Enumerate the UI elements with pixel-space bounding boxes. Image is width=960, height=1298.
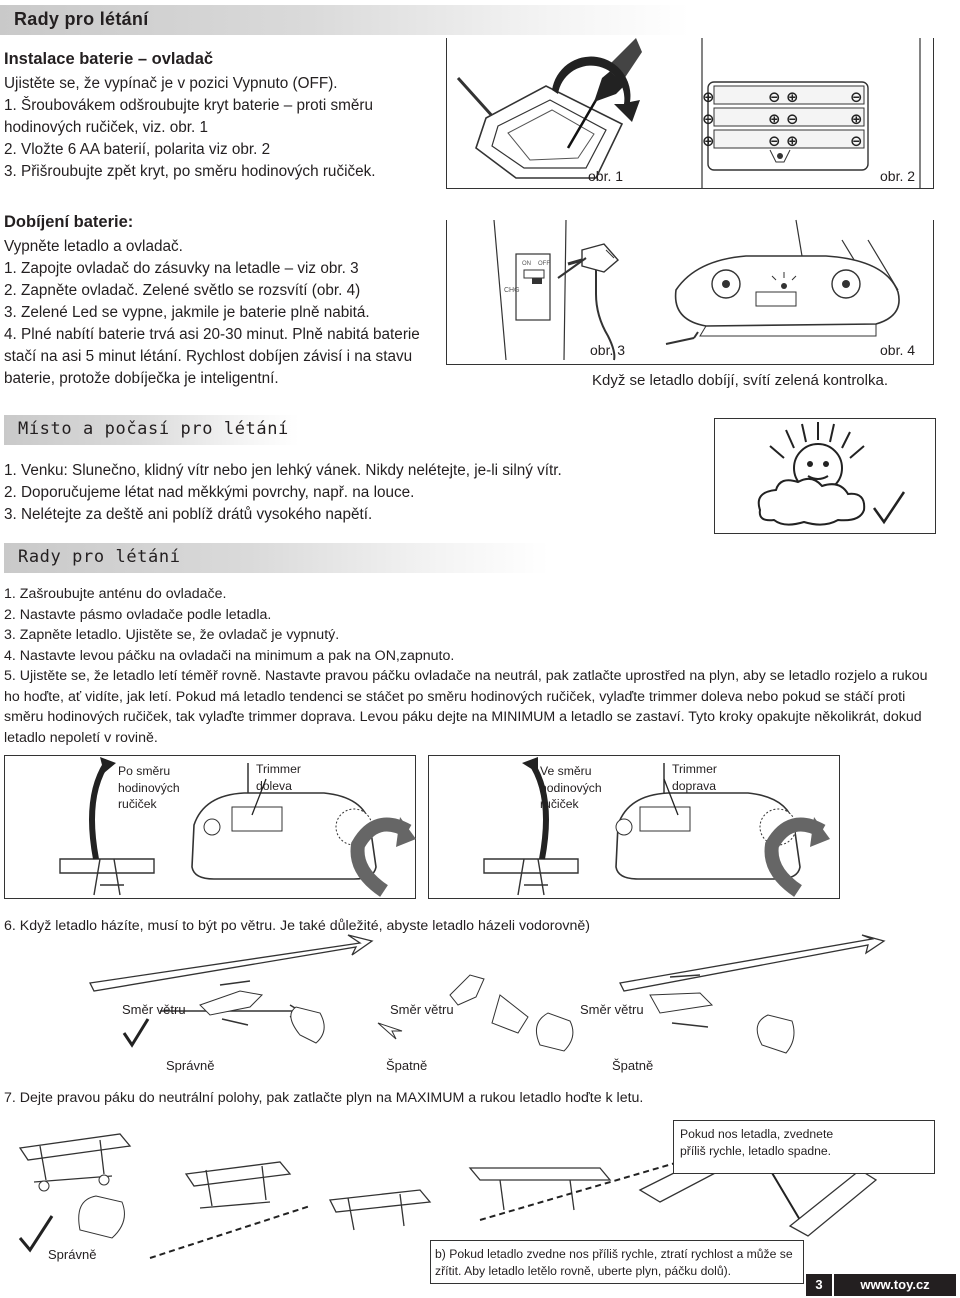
figure-2-label: obr. 2 [880, 168, 916, 184]
figure-2-illustration [690, 38, 932, 188]
trim-right-illustration [428, 755, 840, 899]
note-a-line: příliš rychle, letadlo spadne. [680, 1143, 832, 1158]
section-title: Rady pro létání [14, 9, 149, 29]
site-url[interactable]: www.toy.cz [860, 1277, 930, 1292]
tips-line: letadlo nepoletí v rovině. [4, 729, 158, 746]
tips-line: 2. Nastavte pásmo ovladače podle letadla. [4, 606, 272, 623]
charging-line: 4. Plné nabítí baterie trvá asi 20-30 minut. Plně nabitá baterie [4, 326, 420, 343]
trim-line: Trimmer [672, 762, 717, 776]
battery-title: Instalace baterie – ovladač [4, 50, 214, 68]
svg-text:⊕: ⊕ [702, 132, 715, 150]
note-b-line: b) Pokud letadlo zvedne nos příliš rychle, ztratí rychlost a může se [435, 1247, 793, 1261]
charging-line: 3. Zelené Led se vypne, jakmile je baterie plně nabitá. [4, 304, 370, 321]
charging-line: 1. Zapojte ovladač do zásuvky na letadle – viz obr. 3 [4, 260, 359, 277]
svg-text:⊖: ⊖ [786, 110, 799, 128]
throw-wrong-label-1: Špatně [386, 1058, 428, 1073]
section-title: Rady pro létání [18, 547, 181, 567]
sun-cloud-illustration [714, 418, 936, 534]
figure-1-illustration [446, 38, 686, 188]
trim-left-turn-label [118, 763, 180, 813]
svg-text:⊖: ⊖ [768, 132, 781, 150]
page-number: 3 [815, 1277, 823, 1292]
note-b-text [435, 1246, 793, 1279]
battery-line: hodinových ručiček, viz. obr. 1 [4, 119, 209, 136]
turn-line: ručiček [118, 797, 157, 811]
figure-3-label: obr. 3 [590, 342, 626, 358]
svg-text:⊖: ⊖ [850, 88, 863, 106]
tips-line: směru hodinových ručiček, tak vylaďte trimmer doprava. Levou páku dejte na MINIMUM a letadlo se zastaví. Tyto kroky opakujte několikrát, dokud [4, 709, 922, 725]
svg-text:⊖: ⊖ [702, 110, 715, 128]
weather-line: 3. Nelétejte za deště ani poblíž drátů vysokého napětí. [4, 506, 373, 523]
trim-right-trimmer-label [672, 761, 717, 794]
trim-line: doleva [256, 778, 292, 793]
battery-line: Ujistěte se, že vypínač je v pozici Vypnuto (OFF). [4, 75, 338, 92]
tips-line: 3. Zapněte letadlo. Ujistěte se, že ovladač je vypnutý. [4, 627, 340, 643]
step-7-text: 7. Dejte pravou páku do neutrální polohy, pak zatlačte plyn na MAXIMUM a rukou letadlo hoďte k letu. [4, 1090, 644, 1106]
wind-label-3: Směr větru [580, 1002, 644, 1017]
turn-line: Ve směru [540, 764, 592, 778]
note-a-text [680, 1126, 833, 1159]
turn-line: hodinových [118, 780, 180, 795]
page-number-badge [806, 1274, 832, 1296]
charging-line: Vypněte letadlo a ovladač. [4, 238, 183, 255]
section-header-tips [4, 543, 549, 573]
trim-line: doprava [672, 778, 717, 793]
throw-correct-label: Správně [166, 1058, 215, 1073]
tips-line: 1. Zašroubujte anténu do ovladače. [4, 586, 227, 602]
trim-line: Trimmer [256, 762, 301, 776]
svg-text:⊖: ⊖ [768, 88, 781, 106]
note-a-line: Pokud nos letadla, zvednete [680, 1127, 834, 1141]
turn-line: Po směru [118, 764, 171, 778]
trim-left-illustration [4, 755, 416, 899]
throw-wrong-label-2: Špatně [612, 1058, 654, 1073]
charging-line: baterie, protože dobíječka je inteligentní. [4, 370, 279, 387]
weather-text [4, 460, 562, 526]
svg-text:⊕: ⊕ [702, 88, 715, 106]
launch-correct-label: Správně [48, 1247, 97, 1262]
svg-text:⊕: ⊕ [786, 88, 799, 106]
switch-on-label: ON [522, 261, 531, 267]
svg-text:⊖: ⊖ [850, 132, 863, 150]
tips-line: ho hoďte, ať vidíte, jak letí. Pokud má letadlo tendenci se stáčet po směru hodinových ručiček, vylaďte trimmer doleva nebo pokud se stáčí proti [4, 688, 906, 705]
charging-text [4, 236, 420, 390]
figure-1-label: obr. 1 [588, 168, 624, 184]
site-badge [834, 1274, 956, 1296]
step-6-text: 6. Když letadlo házíte, musí to být po větru. Je také důležité, abyste letadlo házeli vodorovně) [4, 918, 590, 934]
figure-4-label: obr. 4 [880, 342, 916, 358]
wind-label-1: Směr větru [122, 1002, 186, 1017]
chg-label: CHG [504, 287, 520, 294]
section-header-top [0, 5, 690, 35]
tips-text [4, 584, 928, 748]
trim-right-turn-label [540, 763, 602, 813]
charging-line: 2. Zapněte ovladač. Zelené světlo se rozsvítí (obr. 4) [4, 282, 361, 299]
tips-line: 4. Nastavte levou páčku na ovladači na minimum a pak na ON,zapnuto. [4, 647, 455, 664]
weather-line: 2. Doporučujeme létat nad měkkými povrchy, např. na louce. [4, 484, 415, 501]
tips-line: 5. Ujistěte se, že letadlo letí téměř rovně. Nastavte pravou páčku ovladače na neutrál, pak zatlačte uprostřed na plyn, aby se letadlo rozjelo a rukou [4, 668, 928, 684]
section-title: Místo a počasí pro létání [18, 419, 289, 439]
battery-line: 2. Vložte 6 AA baterií, polarita viz obr. 2 [4, 141, 271, 158]
svg-text:⊕: ⊕ [850, 110, 863, 128]
section-header-weather [4, 415, 299, 445]
charging-caption: Když se letadlo dobíjí, svítí zelená kontrolka. [592, 372, 888, 389]
weather-line: 1. Venku: Slunečno, klidný vítr nebo jen lehký vánek. Nikdy nelétejte, je-li silný vítr. [4, 462, 562, 479]
note-b-line: zřítit. Aby letadlo letělo rovně, uberte plyn, páčku dolů). [435, 1263, 732, 1278]
battery-text [4, 73, 376, 183]
charging-title: Dobíjení baterie: [4, 213, 134, 231]
battery-line: 3. Přišroubujte zpět kryt, po směru hodinových ručiček. [4, 163, 376, 180]
switch-off-label: OFF [538, 261, 550, 267]
turn-line: ručiček [540, 797, 579, 811]
trim-left-trimmer-label [256, 761, 301, 794]
svg-text:⊕: ⊕ [768, 110, 781, 128]
turn-line: hodinových [540, 780, 602, 795]
svg-text:⊕: ⊕ [786, 132, 799, 150]
wind-label-2: Směr větru [390, 1002, 454, 1017]
battery-line: 1. Šroubovákem odšroubujte kryt baterie – proti směru [4, 97, 374, 114]
charging-line: stačí na asi 5 minut létání. Rychlost dobíjen závisí i na stavu [4, 348, 413, 365]
